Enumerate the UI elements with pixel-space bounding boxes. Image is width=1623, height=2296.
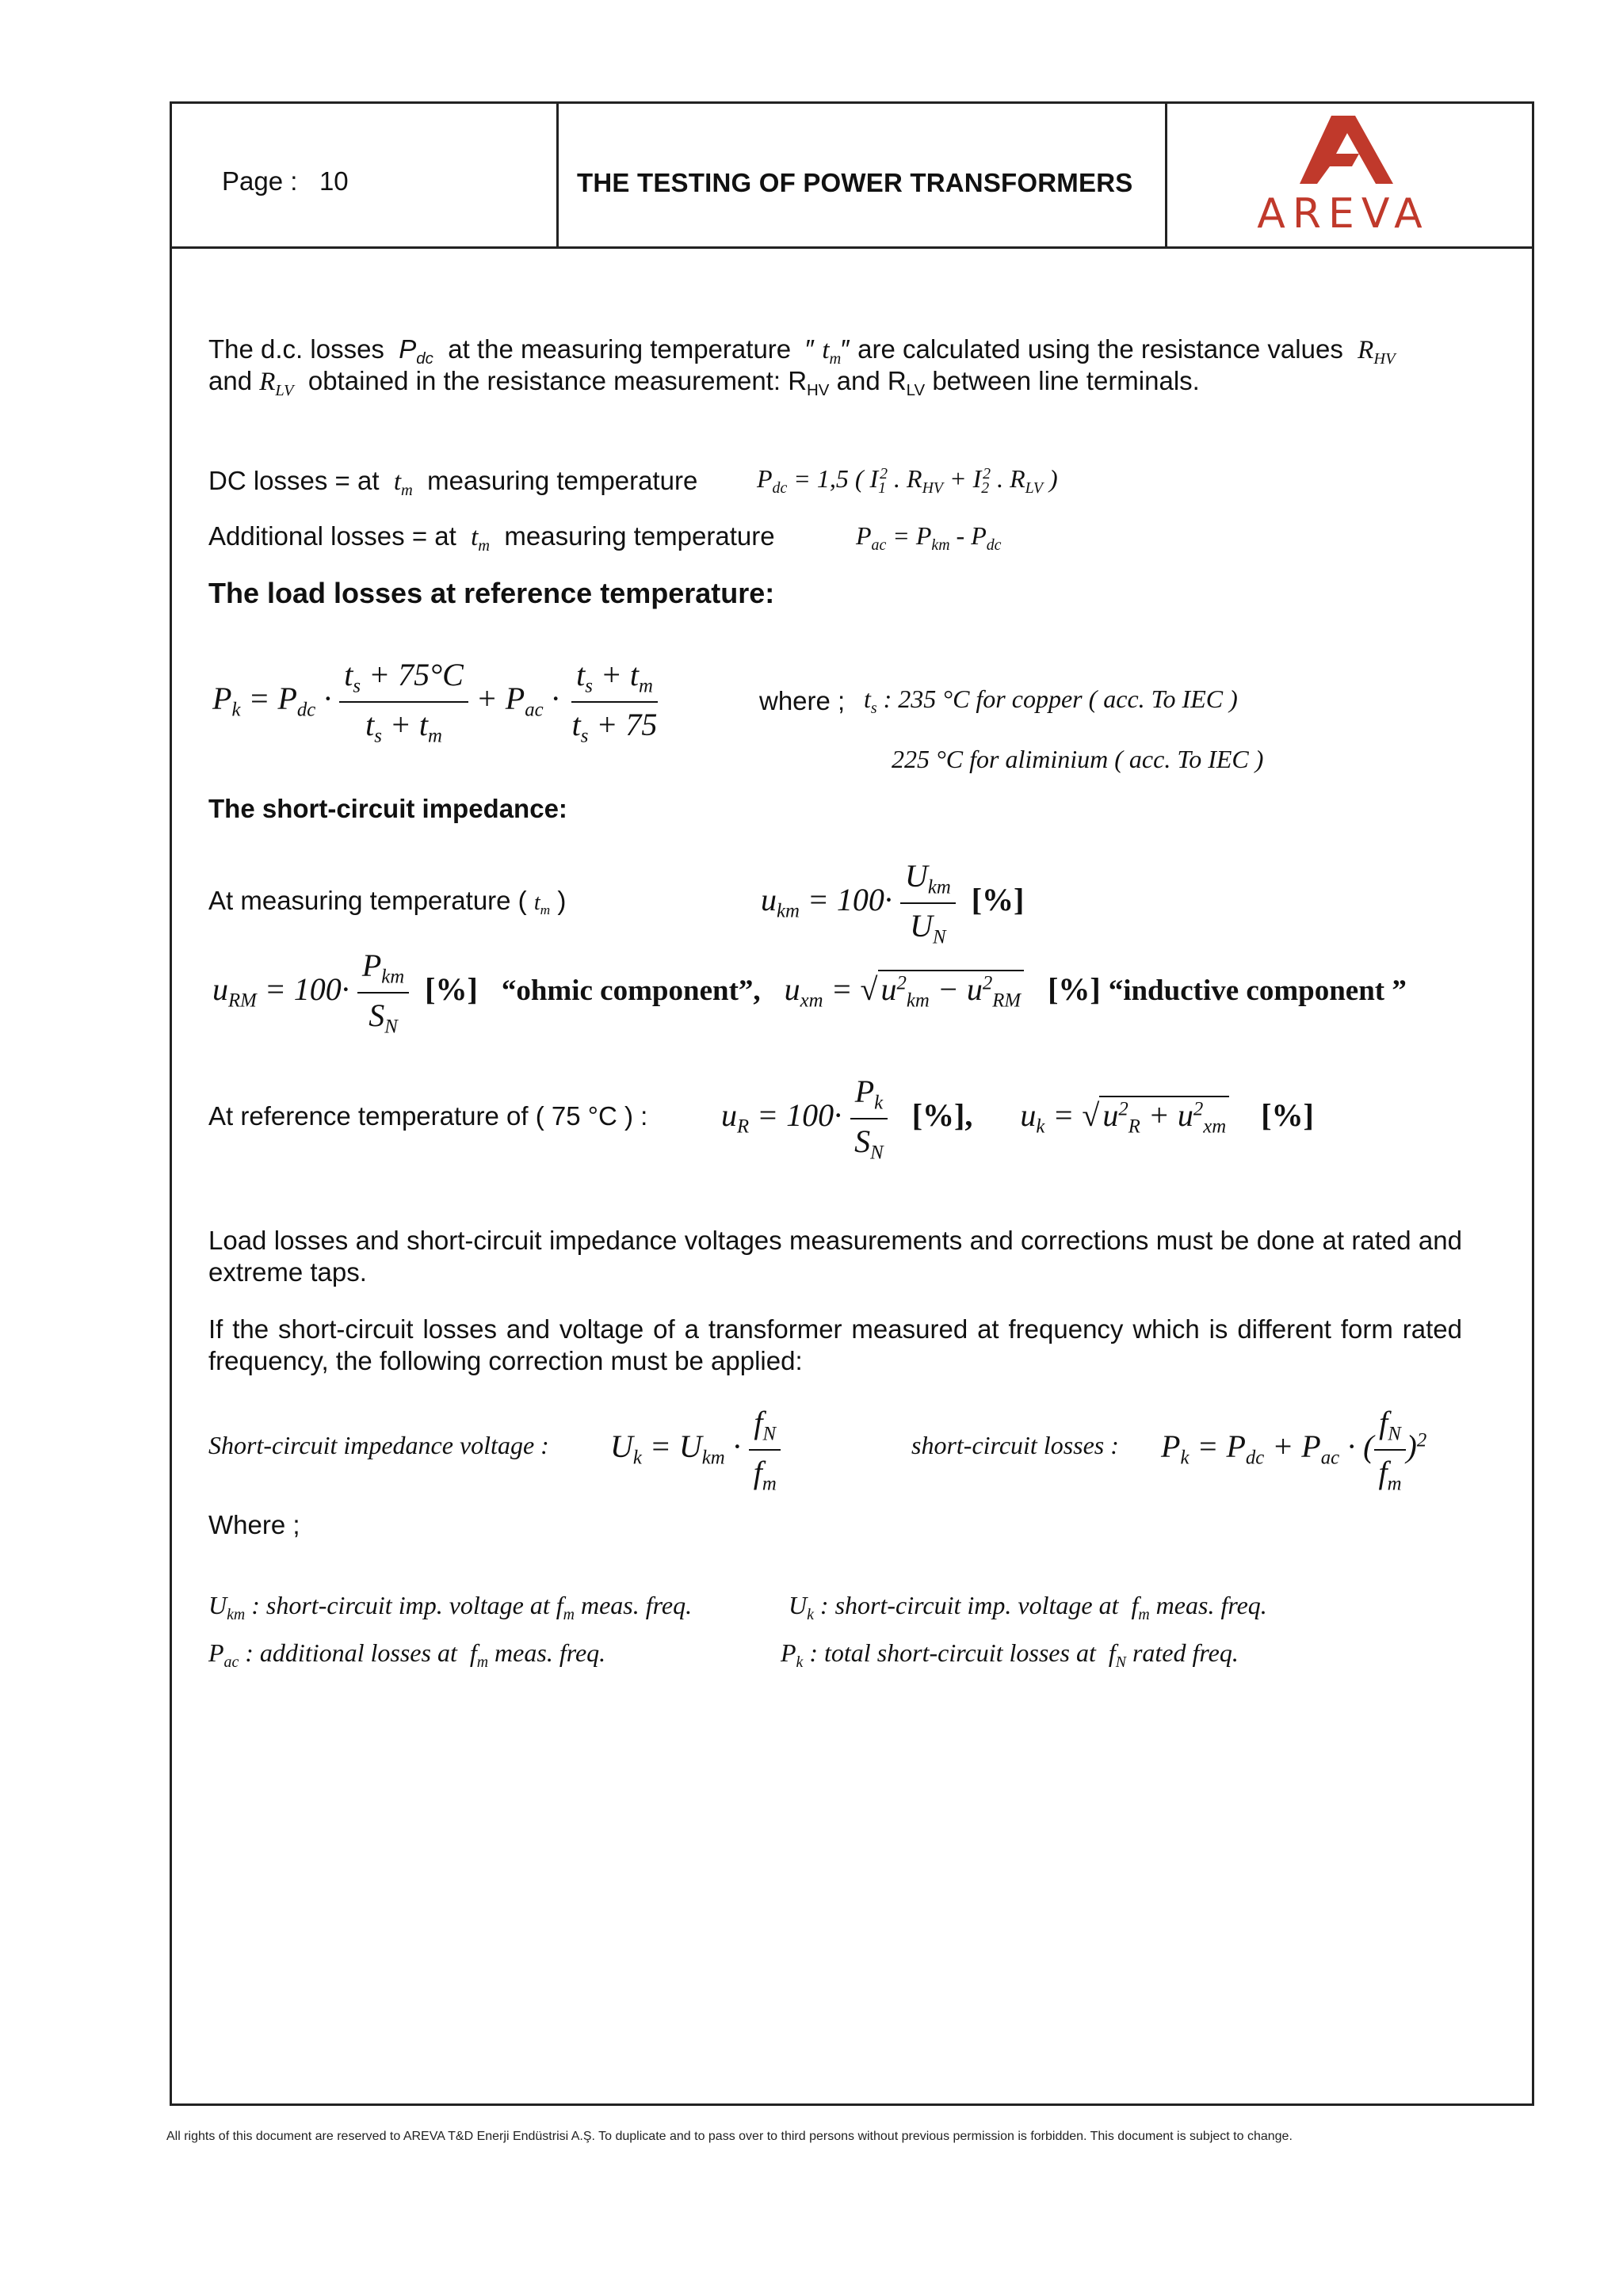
paragraph-frequency: If the short-circuit losses and voltage of a transformer measured at frequency which is different form rated frequency, the following correction must be applied: <box>208 1314 1462 1375</box>
ohmic-component-label: “ohmic component”, <box>501 974 761 1007</box>
reference-temp-label: At reference temperature of ( 75 °C ) : <box>208 1101 648 1131</box>
sc-impedance-label: Short-circuit impedance voltage : <box>208 1431 549 1459</box>
where-copper: $t_s$ : 235 °C for copper ( acc. To IEC ) <box>864 685 1238 717</box>
paragraph-taps: Load losses and short-circuit impedance voltages measurements and corrections must be done at rated and extreme taps. <box>208 1226 1462 1287</box>
footer-copyright: All rights of this document are reserved to AREVA T&D Enerji Endüstrisi A.Ş. To duplicate and to pass over to third persons without previous permission is forbidden. This document is subject to change. <box>166 2130 1293 2143</box>
ukm-formula: $u_{km} = 100\cdot$ $\frac{U_{km}}{U_N}$ [%] <box>761 858 1025 948</box>
document-title: THE TESTING OF POWER TRANSFORMERS <box>577 168 1133 197</box>
where-definitions-label: Where ; <box>208 1510 300 1539</box>
definition-uk: $U_k$ : short-circuit imp. voltage at $f_m$ meas. freq. <box>789 1591 1267 1623</box>
intro-line-2: and $R_{LV}$ obtained in the resistance measurement: $R_{HV}$ and $R_{LV}$ between line terminals. <box>208 366 1200 400</box>
additional-losses-line: Additional losses = at $t_m$ measuring temperature <box>208 521 775 555</box>
where-label: where ; <box>759 686 846 715</box>
where-aluminium: 225 °C for aliminium ( acc. To IEC ) <box>892 745 1264 773</box>
areva-logo-text: AREVA <box>1257 190 1430 238</box>
ur-uk-formula: $u_R = 100\cdot$ $\frac{P_k}{S_N}$ [%], $u_k$ = √ $u^2_R + u^2_{xm}$ [%] <box>721 1074 1314 1164</box>
dc-losses-line: DC losses = at $t_m$ measuring temperature <box>208 466 698 500</box>
load-losses-heading: The load losses at reference temperature: <box>208 577 775 609</box>
uk-frequency-formula: $U_k = U_{km}$ · $\frac{f_N}{f_m}$ <box>610 1404 781 1495</box>
page-number-label: Page : 10 <box>222 166 349 196</box>
inductive-component-label: “inductive component ” <box>1108 974 1407 1007</box>
definition-pac: $P_{ac}$ : additional losses at $f_m$ meas. freq. <box>208 1638 606 1671</box>
additional-losses-formula: $P_{ac} = P_{km} - P_{dc}$ <box>856 521 1002 554</box>
header-divider-right <box>1165 101 1167 246</box>
areva-logo <box>1236 111 1450 242</box>
dc-losses-formula: $P_{dc} = 1,5$ ( $I_1^2$ . $R_{HV} + I_2^2$ . $R_{LV}$ ) <box>757 464 1058 497</box>
intro-line-1: The d.c. losses $P_{dc}$ at the measuring temperature ″ $t_m''$ are calculated using the resistance values $R_{HV}$ <box>208 334 1396 368</box>
page-number: 10 <box>319 166 349 196</box>
definition-pk: $P_k$ : total short-circuit losses at $f_N$ rated freq. <box>781 1638 1239 1671</box>
pk-frequency-formula: $P_k = P_{dc} + P_{ac}$ · ( $\frac{f_N}{f_m}$ )$^2$ <box>1161 1405 1427 1495</box>
definition-ukm: $U_{km}$ : short-circuit imp. voltage at $f_m$ meas. freq. <box>208 1591 693 1623</box>
urm-formula: $u_{RM} = 100\cdot$ $\frac{P_{km}}{S_N}$ [%] “ohmic component”, $u_{xm}$ = √ $u^2_{km} - u^2_{RM}$ [%] “inductive component ” <box>212 948 1407 1038</box>
sc-losses-label: short-circuit losses : <box>911 1431 1119 1459</box>
header-divider-left <box>556 101 559 246</box>
load-losses-formula: $P_k = P_{dc}$ · $\frac{t_s + 75^\circ C}{t_s + t_m}$ + $P_{ac}$ · $\frac{t_s + t_m}{t_s + 75}$ <box>212 657 658 747</box>
short-circuit-heading: The short-circuit impedance: <box>208 794 567 823</box>
measuring-temp-line: At measuring temperature ( $t_m$ ) <box>208 886 567 918</box>
